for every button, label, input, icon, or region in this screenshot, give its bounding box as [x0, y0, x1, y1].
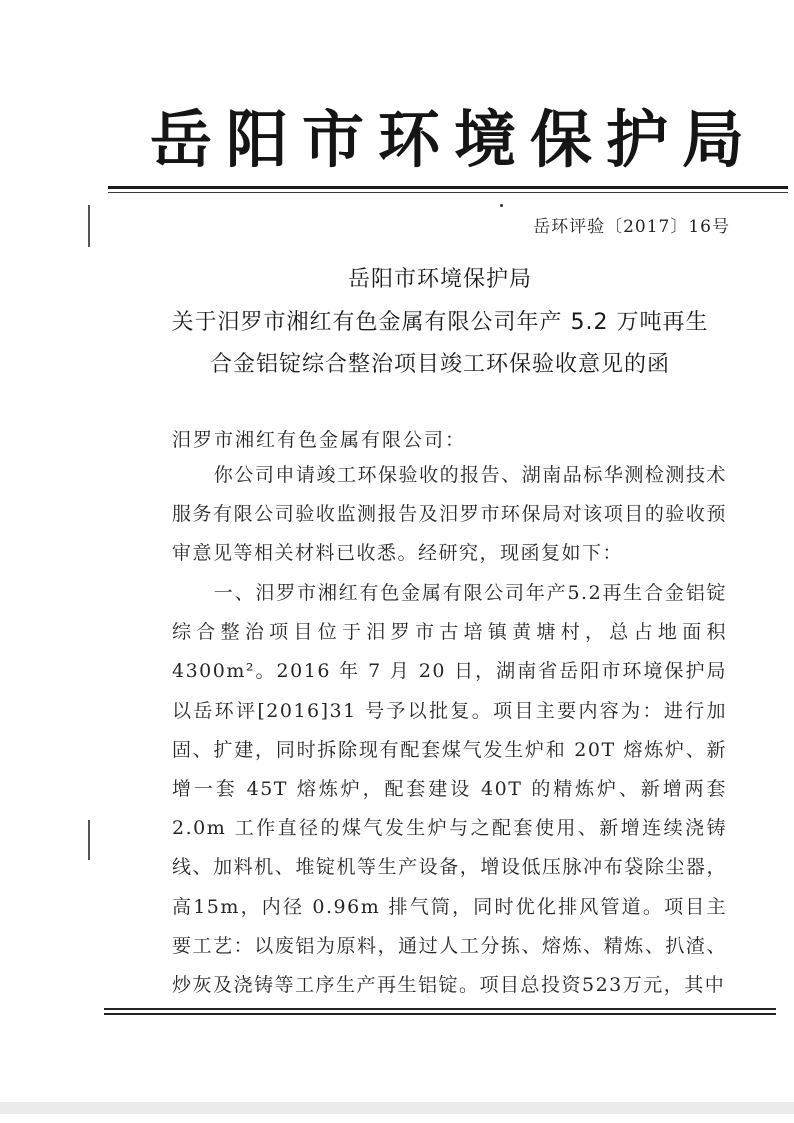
body-paragraph-2: 一、汨罗市湘红有色金属有限公司年产5.2再生合金铝锭综合整治项目位于汨罗市古培镇黄塘村，总占地面积4300m²。2016 年 7 月 20 日，湖南省岳阳市环境保护局以岳环评[2016]31 号予以批复。项目主要内容为：进行加固、扩建，同时拆除现有配套煤气发生炉和 20T 熔炼炉、新增一套 45T 熔炼炉，配套建设 40T 的精炼炉、新增两套 2.0m 工作直径的煤气发生炉与之配套使用、新增连续浇铸线、加料机、堆锭机等生产设备，增设低压脉冲布袋除尘器，高15m，内径 0.96m 排气筒，同时优化排风管道。项目主要工艺：以废铝为原料，通过人工分拣、熔炼、精炼、扒渣、炒灰及浇铸等工序生产再生铝锭。项目总投资523万元，其中: [172, 582, 727, 997]
scan-edge-band: [0, 1102, 794, 1114]
scan-dot: [500, 204, 503, 207]
body-paragraph-1: 你公司申请竣工环保验收的报告、湖南品标华测检测技术服务有限公司验收监测报告及汨罗市环保局对该项目的验收预审意见等相关材料已收悉。经研究，现函复如下：: [172, 464, 727, 565]
footer-rule-2: [104, 1013, 776, 1015]
binding-mark-bottom: [88, 820, 90, 860]
document-title-line-3: 合金铝锭综合整治项目竣工环保验收意见的函: [209, 352, 670, 377]
document-number: 岳环评验〔2017〕16号: [533, 217, 730, 237]
document-title-line-2: 关于汨罗市湘红有色金属有限公司年产 5.2 万吨再生: [171, 310, 709, 335]
masthead-rule-thin: [108, 192, 788, 193]
salutation: 汨罗市湘红有色金属有限公司：: [172, 429, 467, 451]
masthead-rule-thick: [108, 186, 788, 189]
document-title-line-1: 岳阳市环境保护局: [347, 267, 532, 292]
footer-rule-1: [104, 1008, 776, 1010]
agency-masthead: 岳阳市环境保护局: [150, 103, 759, 176]
binding-mark-top: [88, 205, 90, 247]
